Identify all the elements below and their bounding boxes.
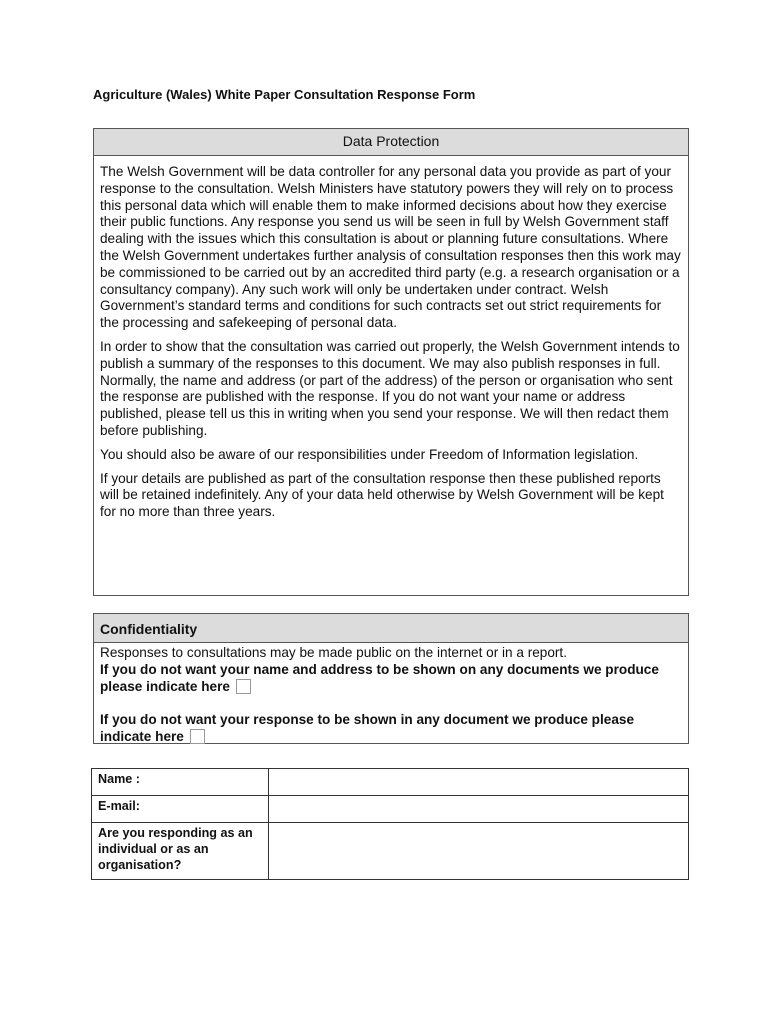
respondent-type-field[interactable] [269,823,689,880]
data-protection-section [93,128,689,596]
name-field[interactable] [269,769,689,796]
data-protection-heading: Data Protection [94,129,688,156]
confidentiality-option-response [100,711,682,745]
data-protection-paragraph: In order to show that the consultation was carried out properly, the Welsh Government intends to publish a summary of the responses to this document. We may also publish responses in full. Normally, the name and address (or part of the address) of the person or organisation who sent the response are published with the response. If you do not want your name or address published, please tell us this in writing when you send your response. We will then redact them before publishing. [100,338,680,438]
confidentiality-intro: Responses to consultations may be made public on the internet or in a report. [100,645,567,660]
hide-name-address-checkbox[interactable] [236,679,251,694]
confidentiality-body [94,643,688,745]
confidentiality-section [93,613,689,744]
table-row [92,769,689,796]
form-title: Agriculture (Wales) White Paper Consultation Response Form [93,87,476,102]
name-label: Name : [92,769,269,796]
hide-response-checkbox[interactable] [190,729,205,744]
respondent-details-table [91,768,689,880]
data-protection-paragraph: You should also be aware of our responsibilities under Freedom of Information legislation. [100,446,639,462]
email-field[interactable] [269,796,689,823]
email-label: E-mail: [92,796,269,823]
table-row [92,796,689,823]
confidentiality-heading: Confidentiality [94,614,688,643]
respondent-type-label: Are you responding as an individual or as an organisation? [92,823,269,880]
option-name-address-label: If you do not want your name and address to be shown on any documents we produce please indicate here [100,662,659,694]
data-protection-paragraph: The Welsh Government will be data controller for any personal data you provide as part of your response to the consultation. Welsh Ministers have statutory powers they will rely on to process this personal data which will enable them to make informed decisions about how they exercise their public functions. Any response you send us will be seen in full by Welsh Government staff dealing with the issues which this consultation is about or planning future consultations. Where the Welsh Government undertakes further analysis of consultation responses then this work may be commissioned to be carried out by an accredited third party (e.g. a research organisation or a consultancy company). Any such work will only be undertaken under contract. Welsh Government’s standard terms and conditions for such contracts set out strict requirements for the processing and safekeeping of personal data. [100,164,681,331]
table-row [92,823,689,880]
confidentiality-option-name-address [100,661,682,695]
data-protection-body [94,156,688,521]
option-response-label: If you do not want your response to be shown in any document we produce please indicate here [100,712,634,744]
data-protection-paragraph: If your details are published as part of the consultation response then these published reports will be retained indefinitely. Any of your data held otherwise by Welsh Government will be kept for no more than three years. [100,470,664,520]
